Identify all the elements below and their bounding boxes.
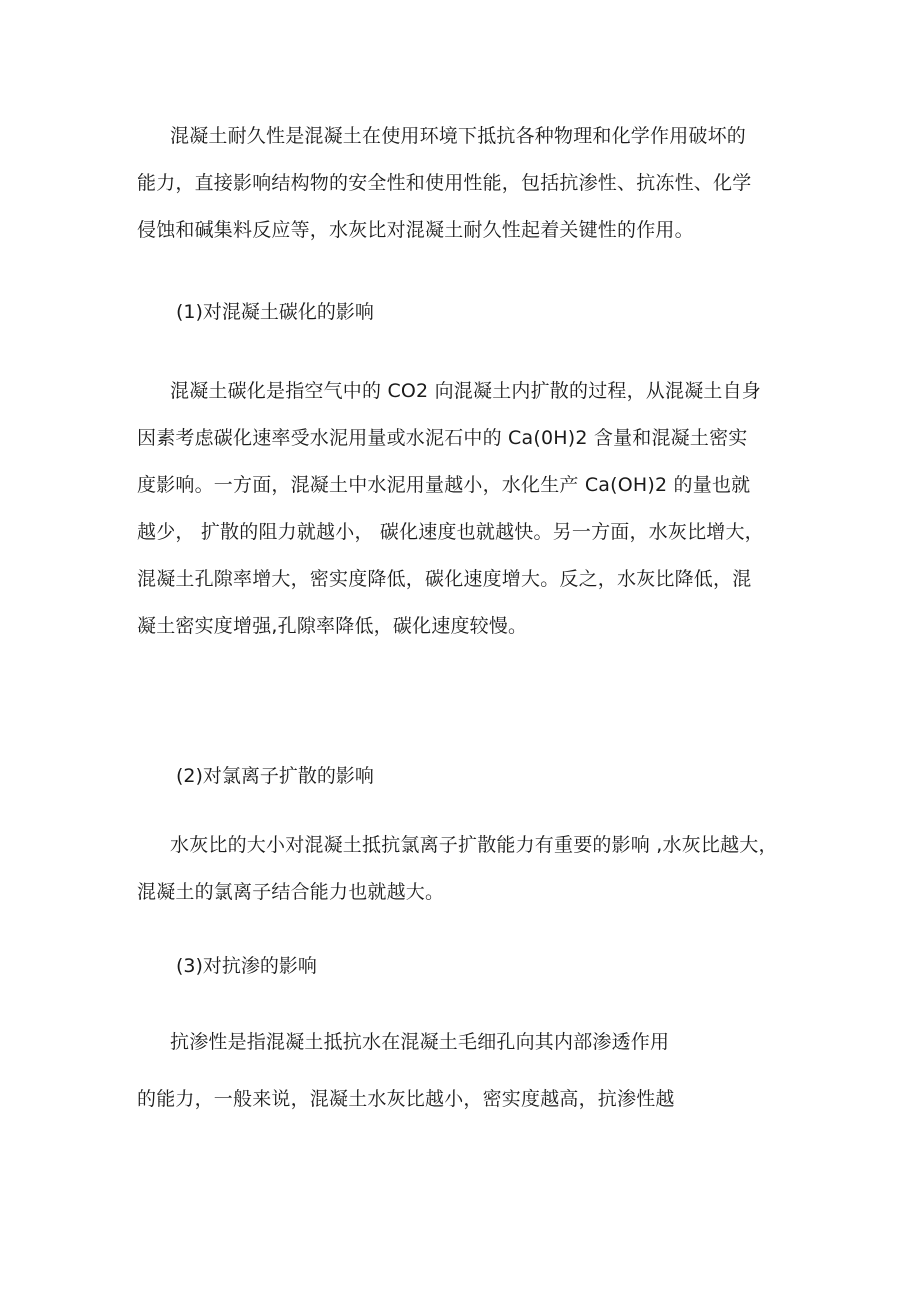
paragraph-line: 能力，直接影响结构物的安全性和使用性能，包括抗渗性、抗冻性、化学 bbox=[137, 172, 752, 194]
paragraph-durability bbox=[137, 113, 802, 254]
paragraph-impermeability bbox=[137, 1019, 802, 1066]
paragraph-line: 抗渗性是指混凝土抵抗水在混凝土毛细孔向其内部渗透作用 bbox=[170, 1031, 670, 1053]
paragraph-line: 凝土密实度增强,孔隙率降低，碳化速度较慢。 bbox=[137, 615, 528, 637]
paragraph-carbonation bbox=[137, 368, 802, 650]
section-heading-impermeability: (3)对抗渗的影响 bbox=[176, 955, 317, 977]
paragraph-chloride bbox=[137, 822, 802, 916]
paragraph-line: 侵蚀和碱集料反应等，水灰比对混凝土耐久性起着关键性的作用。 bbox=[137, 219, 694, 241]
paragraph-line: 混凝土孔隙率增大，密实度降低，碳化速度增大。反之，水灰比降低，混 bbox=[137, 568, 752, 590]
paragraph-line: 的能力，一般来说，混凝土水灰比越小，密实度越高，抗渗性越 bbox=[137, 1088, 675, 1110]
paragraph-line: 混凝土碳化是指空气中的 CO2 向混凝土内扩散的过程，从混凝土自身 bbox=[170, 380, 761, 402]
paragraph-line: 水灰比的大小对混凝土抵抗氯离子扩散能力有重要的影响 ,水灰比越大， bbox=[170, 834, 778, 856]
paragraph-line: 混凝土的氯离子结合能力也就越大。 bbox=[137, 881, 445, 903]
paragraph-impermeability-continued bbox=[137, 1076, 802, 1123]
paragraph-line: 度影响。一方面，混凝土中水泥用量越小，水化生产 Ca(OH)2 的量也就 bbox=[137, 474, 751, 496]
section-heading-carbonation: (1)对混凝土碳化的影响 bbox=[176, 301, 374, 323]
paragraph-line: 混凝土耐久性是混凝土在使用环境下抵抗各种物理和化学作用破坏的 bbox=[170, 125, 747, 147]
paragraph-line: 越少， 扩散的阻力就越小， 碳化速度也就越快。另一方面，水灰比增大， bbox=[137, 521, 764, 543]
paragraph-line: 因素考虑碳化速率受水泥用量或水泥石中的 Ca(0H)2 含量和混凝土密实 bbox=[137, 427, 748, 449]
section-heading-chloride: (2)对氯离子扩散的影响 bbox=[176, 765, 374, 787]
